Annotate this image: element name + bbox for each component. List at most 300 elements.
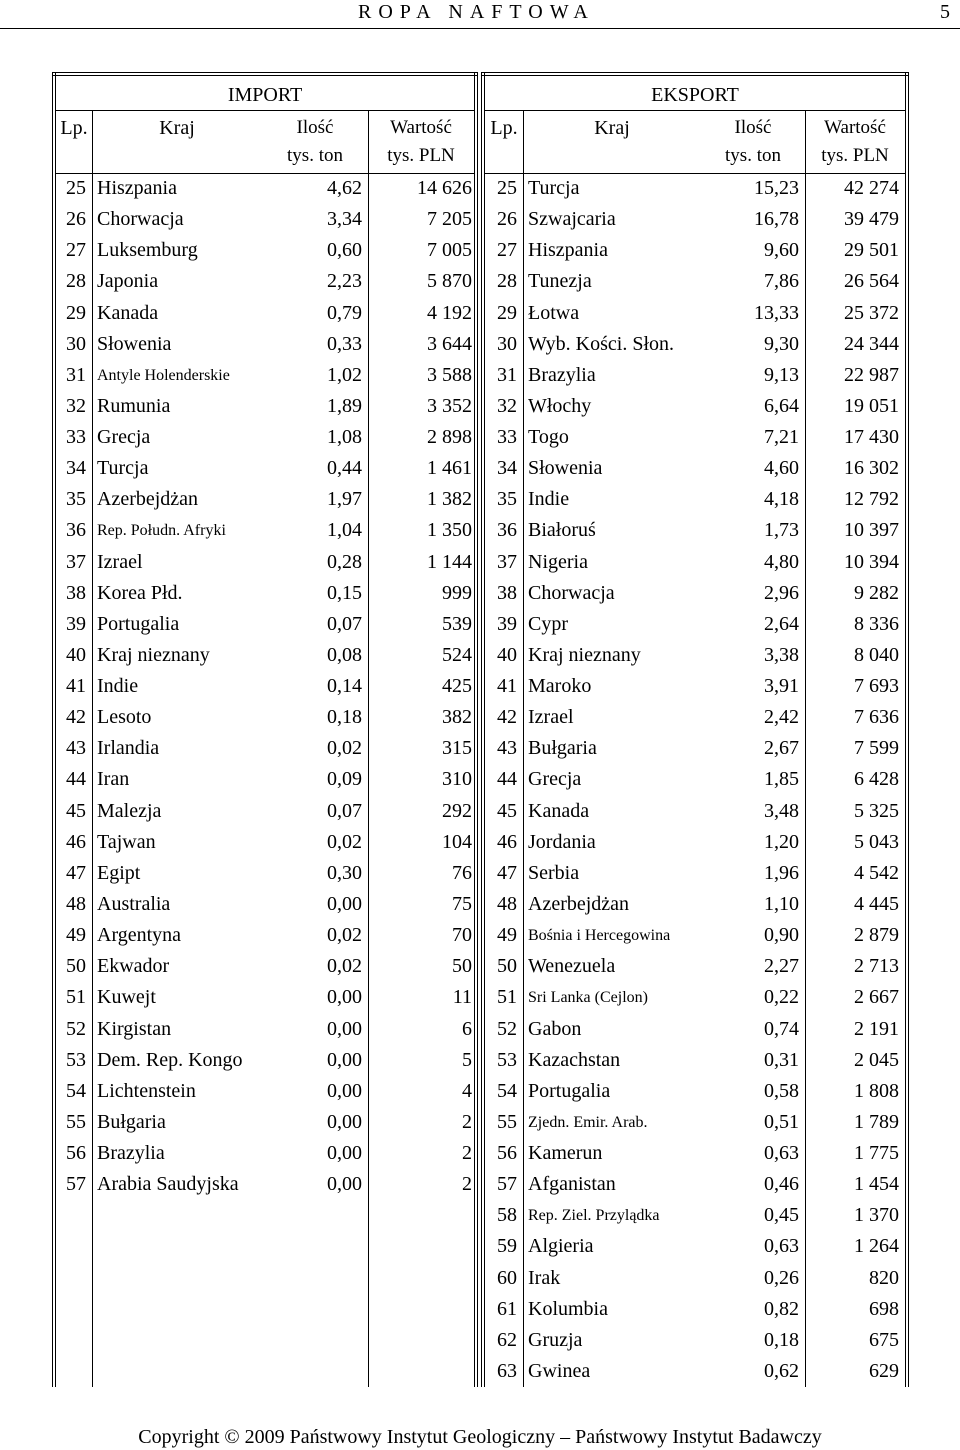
row-wartosc: 19 051: [844, 394, 899, 417]
row-lp: 25: [497, 177, 517, 199]
row-kraj: Tajwan: [97, 830, 156, 853]
row-lp: 37: [497, 550, 517, 573]
row-wartosc: 1 144: [427, 550, 472, 573]
row-kraj: Wyb. Kości. Słon.: [528, 332, 675, 355]
table-row: [481, 422, 909, 453]
row-kraj: Japonia: [97, 270, 159, 293]
row-ilosc: 2,27: [764, 955, 799, 978]
row-wartosc: 7 693: [854, 675, 899, 698]
row-ilosc: 0,00: [327, 1173, 362, 1196]
row-lp: 30: [66, 332, 86, 355]
table-row: [481, 266, 909, 297]
row-wartosc: 629: [869, 1359, 899, 1382]
row-wartosc: 4 542: [854, 861, 899, 884]
row-lp: 44: [497, 768, 517, 791]
row-ilosc: 9,60: [764, 239, 799, 262]
row-lp: 47: [497, 861, 517, 884]
table-row: [481, 204, 909, 235]
row-lp: 31: [497, 363, 517, 386]
row-wartosc: 1 808: [854, 1079, 899, 1102]
row-kraj: Luksemburg: [97, 239, 198, 262]
row-lp: 30: [497, 332, 517, 355]
row-kraj: Egipt: [97, 861, 141, 884]
row-ilosc: 4,62: [327, 177, 362, 199]
row-wartosc: 5 325: [854, 799, 899, 822]
row-wartosc: 25 372: [844, 301, 899, 324]
row-ilosc: 1,10: [764, 892, 799, 915]
row-kraj: Izrael: [528, 706, 574, 729]
row-kraj: Kolumbia: [528, 1297, 608, 1320]
row-wartosc: 2 667: [854, 986, 899, 1009]
row-lp: 52: [66, 1017, 86, 1040]
row-wartosc: 12 792: [844, 488, 899, 511]
row-kraj: Argentyna: [97, 924, 182, 947]
row-ilosc: 0,33: [327, 332, 362, 355]
row-wartosc: 4: [462, 1079, 472, 1102]
table-row: [52, 1138, 478, 1169]
row-ilosc: 1,02: [327, 363, 362, 386]
row-ilosc: 0,00: [327, 1048, 362, 1071]
document-title: ROPA NAFTOWA: [358, 1, 595, 23]
table-row: [481, 1169, 909, 1200]
table-row: [481, 1076, 909, 1107]
row-ilosc: 3,38: [764, 643, 799, 666]
row-kraj: Brazylia: [97, 1142, 165, 1165]
row-ilosc: 9,30: [764, 332, 799, 355]
import-table: [52, 72, 478, 1387]
row-lp: 49: [66, 924, 86, 947]
import-col-kraj: Kraj: [159, 117, 195, 139]
table-row: [481, 733, 909, 764]
table-row: [481, 1356, 909, 1387]
row-lp: 42: [497, 706, 517, 729]
table-row: [481, 671, 909, 702]
row-kraj: Bułgaria: [97, 1110, 166, 1133]
row-kraj: Nigeria: [528, 550, 588, 573]
export-col-wartosc: Wartość tys. PLN: [821, 117, 889, 166]
table-row: [481, 951, 909, 982]
row-kraj: Wenezuela: [528, 955, 616, 978]
row-lp: 37: [66, 550, 86, 573]
row-lp: 43: [66, 737, 86, 760]
table-row: [481, 1200, 909, 1231]
row-ilosc: 16,78: [754, 208, 799, 231]
row-wartosc: 9 282: [854, 581, 899, 604]
row-ilosc: 1,97: [327, 488, 362, 511]
row-lp: 57: [497, 1173, 517, 1196]
row-kraj: Jordania: [528, 830, 596, 853]
row-lp: 39: [497, 612, 517, 635]
table-row: [52, 578, 478, 609]
row-lp: 48: [497, 892, 517, 915]
row-lp: 44: [66, 768, 86, 791]
row-wartosc: 2: [462, 1110, 472, 1133]
row-kraj: Kanada: [528, 799, 590, 822]
row-ilosc: 4,60: [764, 457, 799, 480]
row-ilosc: 6,64: [764, 394, 799, 417]
table-row: [481, 640, 909, 671]
row-kraj: Lichtenstein: [97, 1079, 196, 1102]
row-ilosc: 1,73: [764, 519, 799, 542]
row-lp: 26: [66, 208, 86, 231]
row-ilosc: 2,67: [764, 737, 799, 760]
row-lp: 38: [66, 581, 86, 604]
row-kraj: Kanada: [97, 301, 159, 324]
table-row: [481, 298, 909, 329]
row-lp: 52: [497, 1017, 517, 1040]
row-wartosc: 2 879: [854, 924, 899, 947]
row-ilosc: 0,31: [764, 1048, 799, 1071]
row-kraj: Indie: [97, 675, 139, 698]
row-wartosc: 75: [452, 892, 472, 915]
row-wartosc: 2 191: [854, 1017, 899, 1040]
row-wartosc: 1 454: [854, 1173, 899, 1196]
row-kraj: Iran: [97, 768, 130, 791]
row-wartosc: 76: [452, 861, 472, 884]
row-kraj: Dem. Rep. Kongo: [97, 1048, 243, 1071]
row-wartosc: 820: [869, 1266, 899, 1289]
row-ilosc: 0,15: [327, 581, 362, 604]
table-row: [52, 733, 478, 764]
row-wartosc: 999: [442, 581, 472, 604]
row-ilosc: 4,80: [764, 550, 799, 573]
row-wartosc: 292: [442, 799, 472, 822]
row-wartosc: 24 344: [844, 332, 899, 355]
table-row: [481, 1231, 909, 1262]
row-kraj: Kraj nieznany: [97, 643, 210, 666]
row-lp: 34: [497, 457, 517, 480]
row-ilosc: 0,58: [764, 1079, 799, 1102]
row-lp: 57: [66, 1173, 86, 1196]
row-wartosc: 39 479: [844, 208, 899, 231]
row-lp: 31: [66, 363, 86, 386]
row-lp: 53: [497, 1048, 517, 1071]
row-kraj: Serbia: [528, 861, 580, 884]
row-ilosc: 2,64: [764, 612, 799, 635]
row-wartosc: 29 501: [844, 239, 899, 262]
row-kraj: Szwajcaria: [528, 208, 616, 231]
row-wartosc: 698: [869, 1297, 899, 1320]
row-ilosc: 0,44: [327, 457, 362, 480]
row-kraj: Azerbejdżan: [97, 488, 199, 511]
row-kraj: Malezja: [97, 799, 162, 822]
row-lp: 45: [497, 799, 517, 822]
row-ilosc: 0,18: [327, 706, 362, 729]
row-kraj: Kirgistan: [97, 1017, 172, 1040]
table-row: [481, 1263, 909, 1294]
row-kraj: Korea Płd.: [97, 581, 183, 604]
table-row: [52, 796, 478, 827]
table-row: [481, 889, 909, 920]
row-ilosc: 0,00: [327, 1017, 362, 1040]
row-kraj: Kraj nieznany: [528, 643, 641, 666]
row-kraj: Ekwador: [97, 955, 170, 978]
row-kraj: Grecja: [528, 768, 582, 791]
table-row: [481, 578, 909, 609]
row-kraj: Zjedn. Emir. Arab.: [528, 1113, 648, 1131]
row-lp: 28: [497, 270, 517, 293]
row-lp: 61: [497, 1297, 517, 1320]
table-row: [481, 1325, 909, 1356]
row-kraj: Bośnia i Hercegowina: [528, 927, 671, 945]
row-lp: 56: [497, 1142, 517, 1165]
row-kraj: Brazylia: [528, 363, 596, 386]
row-wartosc: 310: [442, 768, 472, 791]
row-wartosc: 11: [452, 986, 472, 1009]
table-row: [481, 484, 909, 515]
row-wartosc: 524: [442, 643, 472, 666]
row-ilosc: 1,20: [764, 830, 799, 853]
row-wartosc: 1 382: [427, 488, 472, 511]
table-row: [52, 889, 478, 920]
row-kraj: Irak: [528, 1266, 561, 1289]
row-wartosc: 1 775: [854, 1142, 899, 1165]
header-divider: [0, 28, 960, 29]
row-kraj: Maroko: [528, 675, 592, 698]
table-row: [481, 982, 909, 1013]
row-lp: 60: [497, 1266, 517, 1289]
table-row: [481, 827, 909, 858]
row-lp: 50: [497, 955, 517, 978]
row-lp: 36: [497, 519, 517, 542]
row-wartosc: 6 428: [854, 768, 899, 791]
table-row: [481, 1138, 909, 1169]
table-row: [481, 1045, 909, 1076]
row-wartosc: 10 397: [844, 519, 899, 542]
row-lp: 28: [66, 270, 86, 293]
row-lp: 35: [66, 488, 86, 511]
row-kraj: Portugalia: [97, 612, 180, 635]
row-lp: 48: [66, 892, 86, 915]
row-ilosc: 2,23: [327, 270, 362, 293]
export-col-kraj: Kraj: [594, 117, 630, 139]
table-row: [481, 173, 909, 204]
table-row: [52, 827, 478, 858]
row-lp: 43: [497, 737, 517, 760]
table-row: [481, 515, 909, 546]
table-row: [481, 764, 909, 795]
row-wartosc: 4 445: [854, 892, 899, 915]
row-lp: 55: [66, 1110, 86, 1133]
export-col-lp: Lp.: [490, 117, 518, 139]
row-kraj: Kamerun: [528, 1142, 603, 1165]
table-row: [52, 515, 478, 546]
row-kraj: Algieria: [528, 1235, 594, 1258]
row-kraj: Grecja: [97, 426, 151, 449]
row-wartosc: 7 005: [427, 239, 472, 262]
row-lp: 27: [497, 239, 517, 262]
row-wartosc: 2: [462, 1142, 472, 1165]
row-ilosc: 0,63: [764, 1235, 799, 1258]
row-kraj: Australia: [97, 892, 171, 915]
row-wartosc: 315: [442, 737, 472, 760]
row-wartosc: 382: [442, 706, 472, 729]
row-wartosc: 22 987: [844, 363, 899, 386]
row-wartosc: 675: [869, 1328, 899, 1351]
row-ilosc: 0,00: [327, 1110, 362, 1133]
export-table: [481, 72, 909, 1387]
table-row: [481, 920, 909, 951]
row-kraj: Rumunia: [97, 394, 171, 417]
row-ilosc: 0,26: [764, 1266, 799, 1289]
table-row: [481, 391, 909, 422]
row-kraj: Izrael: [97, 550, 143, 573]
row-ilosc: 3,34: [327, 208, 362, 231]
row-ilosc: 2,96: [764, 581, 799, 604]
table-row: [52, 858, 478, 889]
row-kraj: Sri Lanka (Cejlon): [528, 989, 648, 1007]
row-ilosc: 2,42: [764, 706, 799, 729]
row-wartosc: 104: [442, 830, 472, 853]
row-ilosc: 0,09: [327, 768, 362, 791]
row-ilosc: 7,21: [764, 426, 799, 449]
row-lp: 51: [497, 986, 517, 1009]
row-lp: 63: [497, 1359, 517, 1382]
row-lp: 58: [497, 1204, 517, 1227]
row-kraj: Tunezja: [528, 270, 592, 293]
row-lp: 27: [66, 239, 86, 262]
table-row: [481, 702, 909, 733]
table-row: [481, 1107, 909, 1138]
table-row: [52, 453, 478, 484]
row-lp: 46: [497, 830, 517, 853]
row-lp: 47: [66, 861, 86, 884]
table-row: [52, 391, 478, 422]
table-row: [52, 547, 478, 578]
row-lp: 54: [66, 1079, 86, 1102]
table-row: [52, 1169, 478, 1200]
row-wartosc: 7 205: [427, 208, 472, 231]
row-ilosc: 15,23: [754, 177, 799, 199]
table-row: [52, 764, 478, 795]
row-wartosc: 26 564: [844, 270, 899, 293]
row-ilosc: 0,02: [327, 955, 362, 978]
row-kraj: Gabon: [528, 1017, 582, 1040]
row-wartosc: 539: [442, 612, 472, 635]
row-lp: 62: [497, 1328, 517, 1351]
row-kraj: Hiszpania: [528, 239, 608, 262]
row-ilosc: 1,08: [327, 426, 362, 449]
table-row: [481, 360, 909, 391]
row-ilosc: 1,96: [764, 861, 799, 884]
row-lp: 50: [66, 955, 86, 978]
row-wartosc: 1 350: [427, 519, 472, 542]
row-kraj: Afganistan: [528, 1173, 616, 1196]
row-wartosc: 16 302: [844, 457, 899, 480]
row-ilosc: 0,07: [327, 612, 362, 635]
row-lp: 40: [66, 643, 86, 666]
row-wartosc: 6: [462, 1017, 472, 1040]
table-row: [52, 360, 478, 391]
row-ilosc: 1,04: [327, 519, 362, 542]
row-kraj: Słowenia: [97, 332, 172, 355]
row-ilosc: 0,08: [327, 643, 362, 666]
row-lp: 36: [66, 519, 86, 542]
page-header: [0, 0, 960, 26]
table-row: [52, 702, 478, 733]
row-ilosc: 0,00: [327, 1142, 362, 1165]
table-row: [52, 1107, 478, 1138]
row-lp: 40: [497, 643, 517, 666]
row-wartosc: 14 626: [417, 177, 472, 199]
row-lp: 55: [497, 1110, 517, 1133]
row-wartosc: 425: [442, 675, 472, 698]
page-number: 5: [940, 1, 950, 23]
row-wartosc: 1 370: [854, 1204, 899, 1227]
row-wartosc: 5: [462, 1048, 472, 1071]
row-ilosc: 0,46: [764, 1173, 799, 1196]
table-row: [52, 422, 478, 453]
import-title: IMPORT: [227, 84, 303, 106]
row-wartosc: 50: [452, 955, 472, 978]
row-wartosc: 8 336: [854, 612, 899, 635]
row-lp: 39: [66, 612, 86, 635]
row-wartosc: 70: [452, 924, 472, 947]
row-kraj: Azerbejdżan: [528, 892, 630, 915]
row-ilosc: 3,48: [764, 799, 799, 822]
row-kraj: Gwinea: [528, 1359, 591, 1382]
table-row: [52, 609, 478, 640]
row-wartosc: 42 274: [844, 177, 899, 199]
row-kraj: Irlandia: [97, 737, 160, 760]
row-wartosc: 1 789: [854, 1110, 899, 1133]
row-ilosc: 0,14: [327, 675, 362, 698]
row-ilosc: 0,63: [764, 1142, 799, 1165]
table-row: [52, 1076, 478, 1107]
row-ilosc: 0,74: [764, 1017, 799, 1040]
row-ilosc: 0,30: [327, 861, 362, 884]
export-title: EKSPORT: [651, 84, 739, 106]
row-ilosc: 0,02: [327, 830, 362, 853]
table-row: [52, 1014, 478, 1045]
row-kraj: Lesoto: [97, 706, 152, 729]
row-wartosc: 3 588: [427, 363, 472, 386]
row-ilosc: 1,89: [327, 394, 362, 417]
row-wartosc: 2 045: [854, 1048, 899, 1071]
row-lp: 38: [497, 581, 517, 604]
row-ilosc: 0,90: [764, 924, 799, 947]
row-lp: 41: [66, 675, 86, 698]
row-ilosc: 0,82: [764, 1297, 799, 1320]
row-ilosc: 0,22: [764, 986, 799, 1009]
table-row: [481, 547, 909, 578]
row-kraj: Bułgaria: [528, 737, 597, 760]
row-wartosc: 10 394: [844, 550, 899, 573]
row-wartosc: 8 040: [854, 643, 899, 666]
table-row: [481, 796, 909, 827]
row-wartosc: 1 264: [854, 1235, 899, 1258]
row-lp: 32: [66, 394, 86, 417]
row-lp: 54: [497, 1079, 517, 1102]
row-ilosc: 0,51: [764, 1110, 799, 1133]
row-lp: 29: [497, 301, 517, 324]
table-row: [481, 329, 909, 360]
row-wartosc: 1 461: [427, 457, 472, 480]
copyright-footer: Copyright © 2009 Państwowy Instytut Geologiczny – Państwowy Instytut Badawczy: [138, 1426, 822, 1448]
table-row: [481, 858, 909, 889]
row-lp: 34: [66, 457, 86, 480]
row-lp: 25: [66, 177, 86, 199]
import-col-ilosc: Ilość tys. ton: [287, 117, 343, 166]
table-row: [52, 640, 478, 671]
row-wartosc: 2 713: [854, 955, 899, 978]
row-ilosc: 7,86: [764, 270, 799, 293]
import-col-wartosc: Wartość tys. PLN: [387, 117, 455, 166]
row-wartosc: 2 898: [427, 426, 472, 449]
row-kraj: Antyle Holenderskie: [97, 366, 230, 384]
row-ilosc: 0,00: [327, 1079, 362, 1102]
row-lp: 35: [497, 488, 517, 511]
